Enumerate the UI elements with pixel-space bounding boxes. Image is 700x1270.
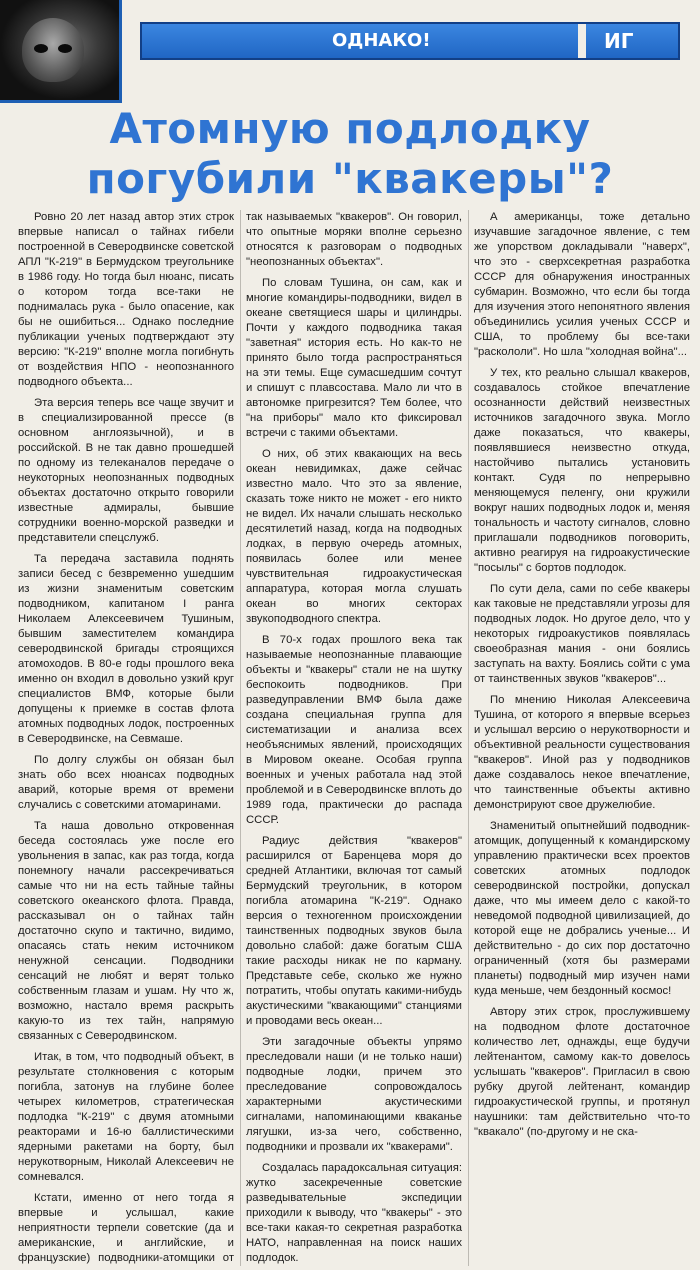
article-paragraph: Итак, в том, что подводный объект, в результате столкновения с которым погибла, затонув на глубине более четырех километров, стратегическая подлодка "К-219" с двумя атомными реакторами и 16-ю баллистическими ядерными ракетами на борту, был нерукотворным, Николай Алексеевич не сомневался. bbox=[18, 1051, 234, 1183]
article-body bbox=[18, 210, 690, 1266]
article-paragraph: А американцы, тоже детально изучавшие загадочное явление, с тем же упорством докладывали "наверх", что это - сверхсекретная разработка СССР для обнаружения иностранных субмарин. Возможно, что если бы тогда для изучения этого непонятного явления объединились усилия ученых СССР и США, то проблему бы все-таки "раскололи". Но шла "холодная война"... bbox=[474, 211, 690, 358]
article-paragraph: По сути дела, сами по себе квакеры как таковые не представляли угрозы для подводных лодок. Но другое дело, что у некоторых гидроакустиков появлялась своеобразная мания - они боялись заступать на вахту. Боялись сойти с ума от таинственных звуков "квакеров"... bbox=[474, 583, 690, 685]
headline-line-1: Атомную подлодку bbox=[109, 104, 591, 153]
rubric-band bbox=[140, 22, 680, 60]
article-paragraph: Радиус действия "квакеров" расширился от Баренцева моря до средней Атлантики, включая тот самый Бермудский треугольник, в котором погибла атомарина "К-219". Однако версия о техногенном происхождении таинственных подводных звуков была довольно слабой: даже богатым США такие расходы никак не по карману. Представьте себе, сколько же нужно потратить, чтобы опутать какими-нибудь акустическими "квакающими" станциями и проводами весь океан... bbox=[246, 835, 462, 1027]
article-paragraph: Автору этих строк, прослужившему на подводном флоте достаточное количество лет, однажды, еще будучи лейтенантом, самому как-то довелось услышать "квакеров". Пригласил в свою рубку другой лейтенант, командир гидроакустической группы, и протянул наушники: там действительно что-то "квакало" (по-другому и не ска- bbox=[474, 1006, 690, 1138]
article-paragraph: Та передача заставила поднять записи бесед с безвременно ушедшим из жизни знаменитым советским подводником, капитаном I ранга Николаем Алексеевичем Тушиным, бывшим заместителем командира северодвинской бригады строящихся атомоходов. В 80-е годы прошлого века именно он входил в довольно узкий круг специалистов ВМФ, которые были допущены к приемке в состав флота атомных подводных лодок, построенных в Северодвинске, на Севмаше. bbox=[18, 553, 234, 745]
rubric-title: ОДНАКО! bbox=[332, 30, 431, 51]
article-paragraph: У тех, кто реально слышал квакеров, создавалось стойкое впечатление осознанности действий неизвестных источников загадочного звука. Могло даже показаться, что квакеры, появлявшиеся неизвестно откуда, настойчиво пытались установить контакт. Судя по непрерывно меняющемуся пеленгу, они кружили вокруг наших подводных лодок и, меняя тональность и частоту сигналов, словно приглашали подводников поговорить, активно реагируя на гидроакустические "посылы" с бортов подлодок. bbox=[474, 367, 690, 574]
article-paragraph: По долгу службы он обязан был знать обо всех нюансах подводных аварий, которые время от времени случались с советскими атомаринами. bbox=[18, 754, 234, 811]
article-headline bbox=[0, 104, 700, 204]
article-paragraph: Эти загадочные объекты упрямо преследовали наши (и не только наши) подводные лодки, причем это преследование сопровождалось характерными акустическими сигналами, напоминающими кваканье лягушки, из-за чего, собственно, подводники и прозвали их "квакерами". bbox=[246, 1036, 462, 1153]
article-paragraph: Эта версия теперь все чаще звучит и в специализированной прессе (в основном англоязычной), и в российской. В не так давно прошедшей по одному из телеканалов передаче о неукоторных неопознанных подводных объектах достаточно открыто говорили известные адмиралы, бывшие сотрудники военно-морской разведки и представители спецслужб. bbox=[18, 397, 234, 544]
article-paragraph: В 70-х годах прошлого века так называемые неопознанные плавающие объекты и "квакеры" стали не на шутку беспокоить подводников. При разведуправлении ВМФ была даже создана специальная группа для систематизации и анализа всех необъяснимых явлений, происходящих в Мировом океане. Особая группа военных и ученых работала над этой проблемой и в Северодвинске вплоть до 1989 года, практически до распада СССР. bbox=[246, 634, 462, 826]
band-separator bbox=[578, 24, 586, 58]
author-photo bbox=[0, 0, 122, 103]
rubric-tag: ИГ bbox=[604, 29, 634, 53]
article-paragraph: О них, об этих квакающих на весь океан невидимках, даже сейчас известно мало. Что это за явление, сказать тоже никто не может - его никто не видел. Их начали слышать несколько десятилетий назад, когда на подводных лодках, в первую очередь атомных, появилась более или менее чувствительная гидроакустическая аппаратура, которая могла слушать океан во многих секторах звукоподводного спектра. bbox=[246, 448, 462, 625]
article-paragraph: По мнению Николая Алексеевича Тушина, от которого я впервые всерьез и услышал версию о нерукотворности и объективной реальности существования "квакеров". Иной раз у подводников даже создавалось некое впечатление, что таинственные объекты активно демонстрируют свое дружелюбие. bbox=[474, 694, 690, 811]
article-paragraph: Ровно 20 лет назад автор этих строк впервые написал о тайнах гибели построенной в Северодвинске советской АПЛ "К-219" в Бермудском треугольнике в 1986 году. Но тогда был нюанс, писать о котором тогда все-таки не поднималась рука - было опасение, как бы не ошибиться... Однако последние публикации ученых подтверждают эту версию: "К-219" вполне могла погибнуть от воздействия НПО - неопознанного подводного объекта... bbox=[18, 211, 234, 388]
article-paragraph: Та наша довольно откровенная беседа состоялась уже после его увольнения в запас, как раз тогда, когда понемногу начали рассекречиваться самые что ни на есть тайные тайны советского океанского флота. Правда, рассказывал он о тайнах тайн достаточно скупо и тактично, видимо, опасаясь стать неким источником ненужной сенсации. Подводники сенсаций не любят и верят только собственным глазам и ушам. Ну что ж, возможно, настало время раскрыть какую-то из тех тайн, напрямую связанных с Северодвинском. bbox=[18, 820, 234, 1042]
article-paragraph: Создалась парадоксальная ситуация: жутко засекреченные советские разведывательные экспедиции приходили к выводу, что "квакеры" - это все-таки какая-то секретная разработка НАТО, направленная на поиск наших подлодок. bbox=[246, 1162, 462, 1264]
article-paragraph: Знаменитый опытнейший подводник-атомщик, допущенный к командирскому управлению практически всех проектов советских атомных подлодок северодвинской постройки, допускал даже, что мы имеем дело с какой-то неведомой подводной цивилизацией, до которой еще не добрались ученые... И действительно - до сих пор достаточно ограниченный (хотя бы размерами планеты) подводный мир изучен нами куда меньше, чем бездонный космос! bbox=[474, 820, 690, 997]
article-paragraph: По словам Тушина, он сам, как и многие командиры-подводники, видел в океане светящиеся шары и цилиндры. Почти у каждого подводника такая "заветная" история есть. Но как-то не принято было тогда распространяться на эти темы. Еще сумасшедшим сочтут и спишут с плавсостава. Мало ли что в автономке пригрезится? Тем более, что "на приборы" мало кто фиксировал встречи с такими объектами. bbox=[246, 277, 462, 439]
article-paragraph: Кстати, именно от него тогда я впервые и услышал, какие неприятности терпели советские (да и американские, и английские, и французские) подводники-атомщики от так называемых "квакеров". Он говорил, что опытные моряки вполне серьезно относятся к разговорам о подводных "неопознанных объектах". bbox=[18, 211, 462, 1264]
headline-line-2: погубили "квакеры"? bbox=[86, 154, 614, 203]
face-image bbox=[22, 18, 84, 82]
